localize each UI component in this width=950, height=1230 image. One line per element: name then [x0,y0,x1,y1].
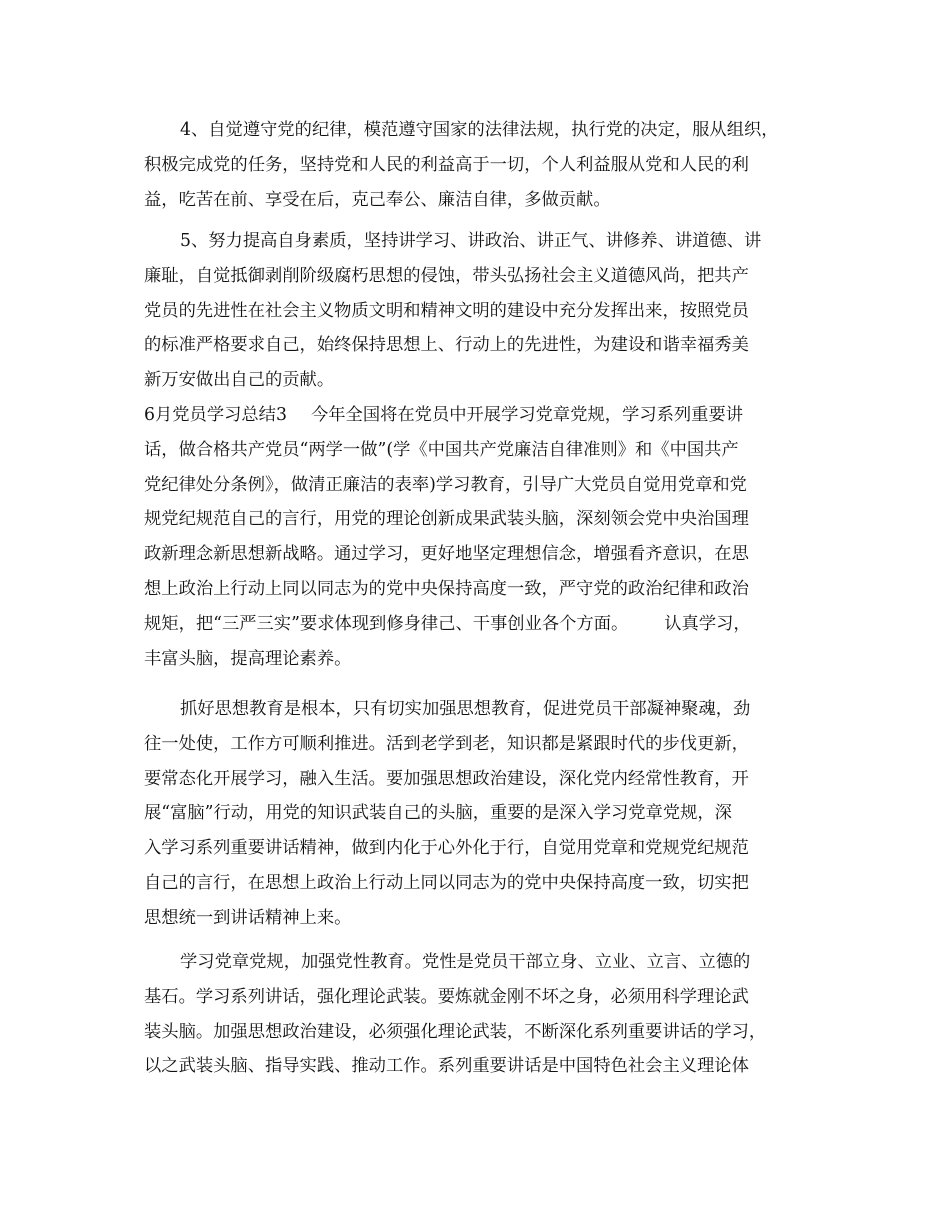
text-line: 话，做合格共产党员“两学一做”(学《中国共产党廉洁自律准则》和《中国共产 [144,439,739,460]
paragraph-item-4 [144,113,806,217]
section-heading: 6月党员学习总结3 [144,405,287,425]
text-line: 丰富头脑，提高理论素养。 [144,648,352,669]
text-line: 廉耻，自觉抵御剥削阶级腐朽思想的侵蚀，带头弘扬社会主义道德风尚，把共产 [144,265,749,286]
text-line: 学习党章党规，加强党性教育。党性是党员干部立身、立业、立言、立德的 [180,952,751,972]
paragraph-party-education [144,945,806,1084]
text-line-split [144,607,806,642]
text-line: 基石。学习系列讲话，强化理论武装。要炼就金刚不坏之身，必须用科学理论武 [144,986,749,1007]
text-line: 5、努力提高自身素质，坚持讲学习、讲政治、讲正气、讲修养、讲道德、讲 [180,231,762,251]
text-line: 装头脑。加强思想政治建设，必须强化理论武装，不断深化系列重要讲话的学习， [144,1021,767,1042]
paragraph-ideology-education [144,692,806,936]
text-line: 党员的先进性在社会主义物质文明和精神文明的建设中充分发挥出来，按照党员 [144,300,749,321]
text-line: 益，吃苦在前、享受在后，克己奉公、廉洁自律，多做贡献。 [144,189,611,210]
text-line: 抓好思想教育是根本，只有切实加强思想教育，促进党员干部凝神聚魂，劲 [180,699,751,719]
paragraph-item-5 [144,224,806,398]
text-line: 新万安做出自己的贡献。 [144,370,335,391]
text-line-with-heading [144,398,806,433]
text-line: 积极完成党的任务，坚持党和人民的利益高于一切，个人利益服从党和人民的利 [144,154,749,175]
text-line: 党纪律处分条例》，做清正廉洁的表率)学习教育，引导广大党员自觉用党章和党 [144,474,747,495]
text-line: 往一处使，工作方可顺利推进。活到老学到老，知识都是紧跟时代的步伐更新， [144,733,749,754]
text-line: 自己的言行，在思想上政治上行动上同以同志为的党中央保持高度一致，切实把 [144,872,749,893]
text-line: 的标准严格要求自己，始终保持思想上、行动上的先进性，为建设和谐幸福秀美 [144,335,749,356]
text-line: 要常态化开展学习，融入生活。要加强思想政治建设，深化党内经常性教育，开 [144,768,749,789]
text-line: 思想统一到讲话精神上来。 [144,907,352,928]
subheading-text: 认真学习， [664,613,751,634]
text-line: 4、自觉遵守党的纪律，模范遵守国家的法律法规，执行党的决定，服从组织， [180,120,779,140]
text-line: 以之武装头脑、指导实践、推动工作。系列重要讲话是中国特色社会主义理论体 [144,1056,749,1077]
paragraph-summary-3 [144,398,806,676]
text-line: 入学习系列重要讲话精神，做到内化于心外化于行，自觉用党章和党规党纪规范 [144,838,749,859]
heading-line-text: 今年全国将在党员中开展学习党章党规，学习系列重要讲 [310,405,744,425]
text-line: 展“富脑”行动，用党的知识武装自己的头脑，重要的是深入学习党章党规，深 [144,803,732,824]
text-line: 想上政治上行动上同以同志为的党中央保持高度一致，严守党的政治纪律和政治 [144,578,749,599]
text-line: 规党纪规范自己的言行，用党的理论创新成果武装头脑，深刻领会党中央治国理 [144,509,749,530]
text-line: 政新理念新思想新战略。通过学习，更好地坚定理想信念，增强看齐意识，在思 [144,544,749,565]
closing-text: 规矩，把“三严三实”要求体现到修身律己、干事创业各个方面。 [144,613,629,634]
